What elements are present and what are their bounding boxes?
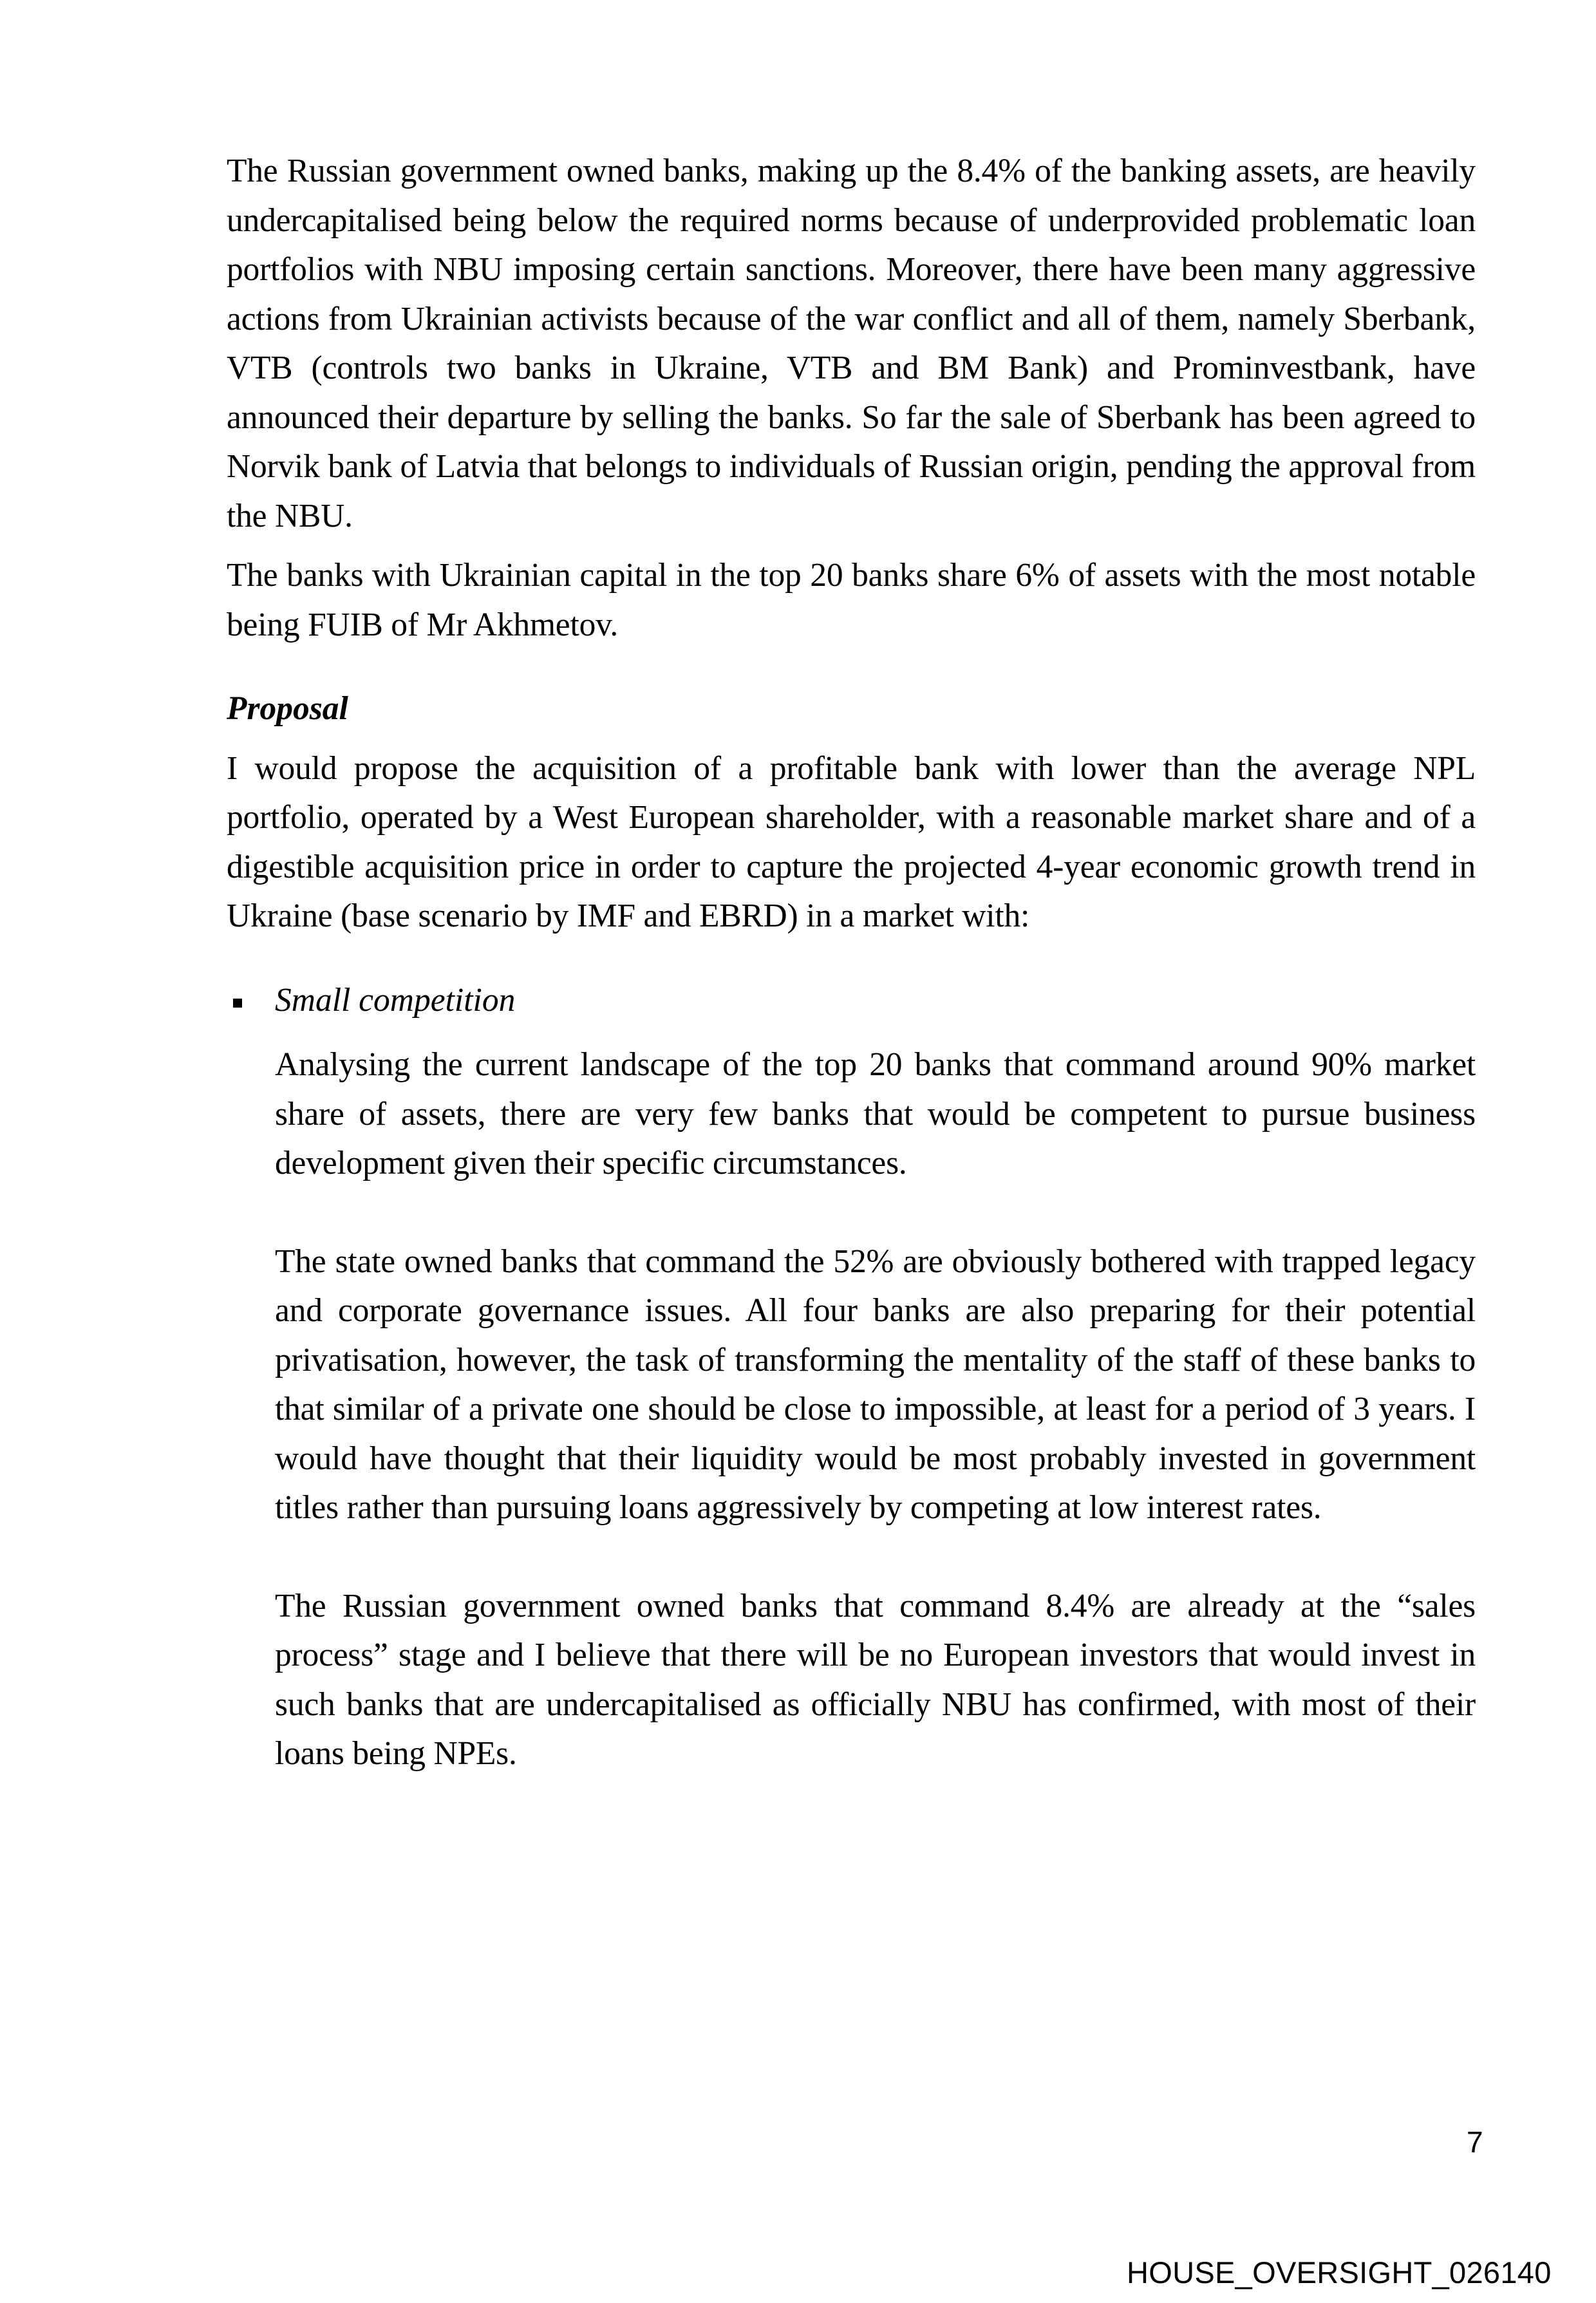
list-item-body xyxy=(275,1040,1476,1779)
paragraph-proposal: I would propose the acquisition of a profitable bank with lower than the average NPL portfolio, operated by a West European shareholder, with a reasonable market share and of a digestible acquisition price in order to capture the projected 4-year economic growth trend in Ukraine (base scenario by IMF and EBRD) in a market with: xyxy=(227,749,1476,934)
paragraph-ukrainian-capital: The banks with Ukrainian capital in the top 20 banks share 6% of assets with the most notable being FUIB of Mr Akhmetov. xyxy=(227,557,1476,643)
proposal-list xyxy=(227,976,1476,1779)
document-page xyxy=(227,147,1476,1779)
section-heading-proposal: Proposal xyxy=(227,690,348,727)
bates-number: HOUSE_OVERSIGHT_026140 xyxy=(1127,2255,1552,2289)
paragraph-top-20-landscape: Analysing the current landscape of the top 20 banks that command around 90% market share of assets, there are very few banks that would be competent to pursue business development given their specific circumstances. xyxy=(275,1046,1476,1181)
list-item-small-competition xyxy=(227,976,1476,1779)
paragraph-russian-banks: The Russian government owned banks, making up the 8.4% of the banking assets, are heavily undercapitalised being below the required norms because of underprovided problematic loan portfolios with NBU imposing certain sanctions. Moreover, there have been many aggressive actions from Ukrainian activists because of the war conflict and all of them, namely Sberbank, VTB (controls two banks in Ukraine, VTB and BM Bank) and Prominvestbank, have announced their departure by selling the banks. So far the sale of Sberbank has been agreed to Norvik bank of Latvia that belongs to individuals of Russian origin, pending the approval from the NBU. xyxy=(227,153,1476,534)
paragraph-russian-sales-process: The Russian government owned banks that command 8.4% are already at the “sales process” stage and I believe that there will be no European investors that would invest in such banks that are undercapitalised as officially NBU has confirmed, with most of their loans being NPEs. xyxy=(275,1587,1476,1772)
page-number: 7 xyxy=(1467,2125,1483,2159)
square-bullet-icon xyxy=(233,999,242,1008)
list-item-title: Small competition xyxy=(275,981,516,1019)
paragraph-state-owned-banks: The state owned banks that command the 52% are obviously bothered with trapped legacy and corporate governance issues. All four banks are also preparing for their potential privatisation, however, the task of transforming the mentality of the staff of these banks to that similar of a private one should be close to impossible, at least for a period of 3 years. I would have thought that their liquidity would be most probably invested in government titles rather than pursuing loans aggressively by competing at low interest rates. xyxy=(275,1243,1476,1526)
